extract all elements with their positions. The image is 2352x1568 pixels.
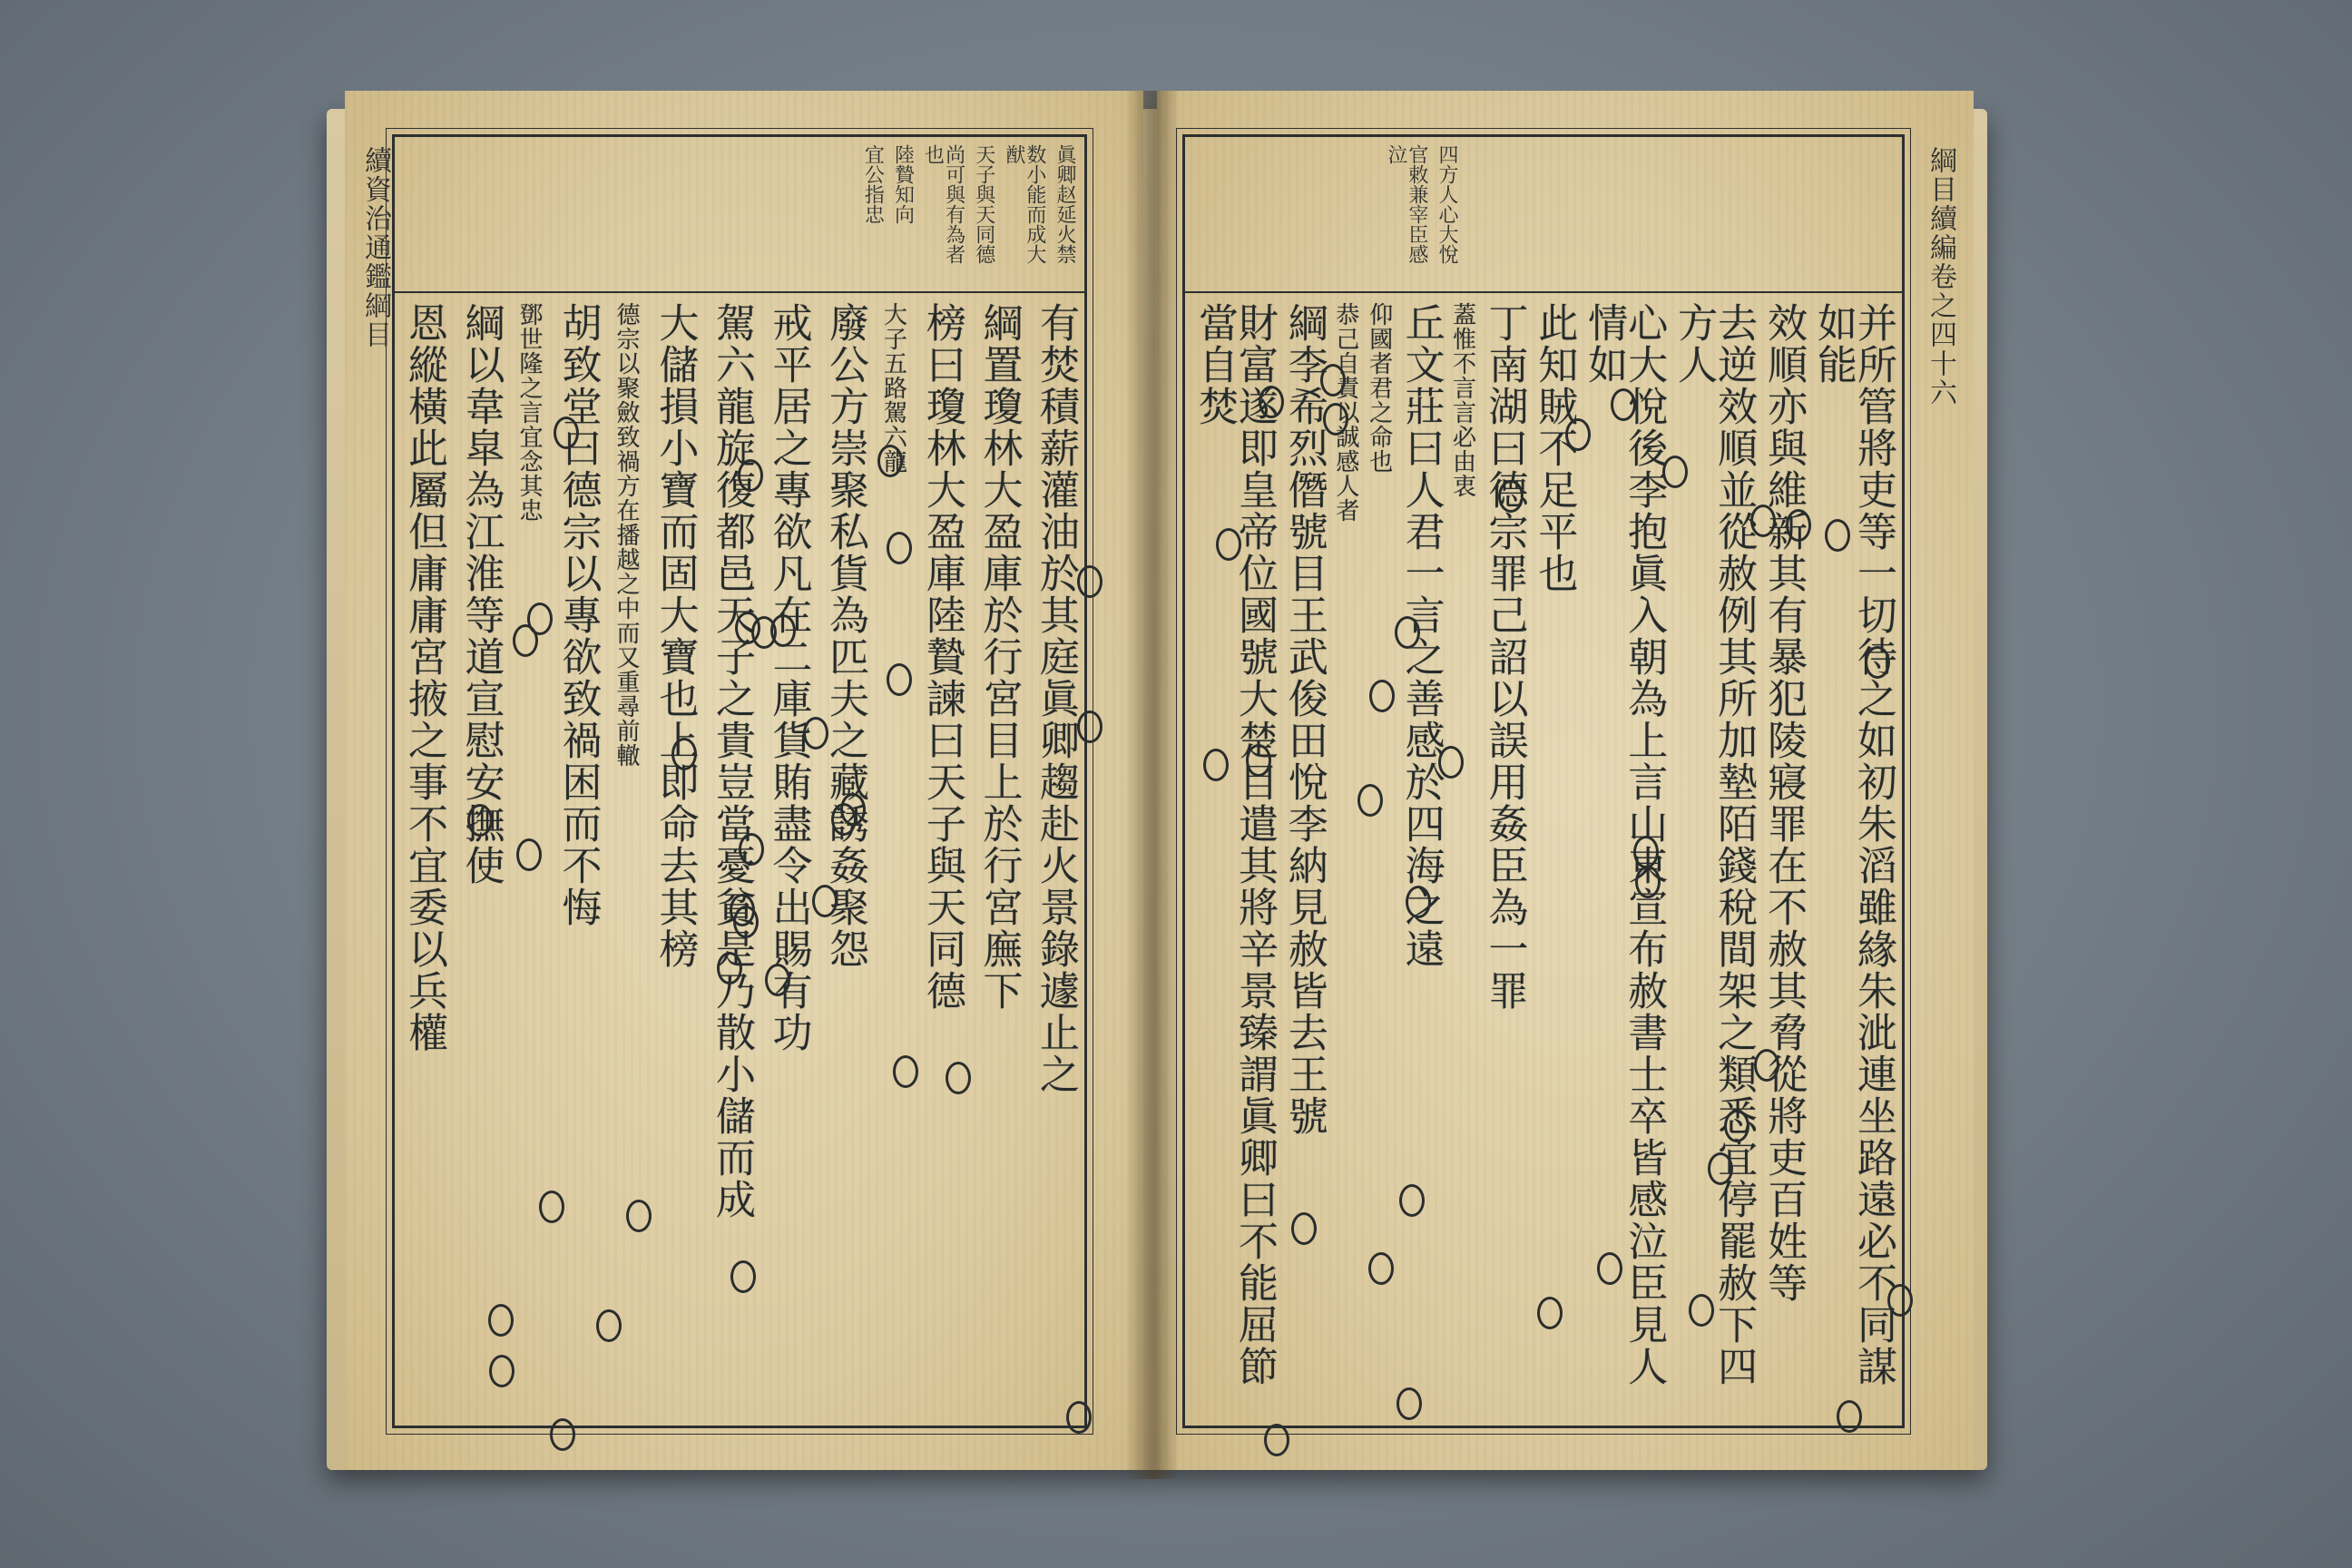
punctuation-circle xyxy=(803,717,828,750)
punctuation-circle xyxy=(739,833,764,866)
punctuation-circle xyxy=(1635,866,1661,898)
book-gutter xyxy=(1125,91,1180,1479)
punctuation-circle xyxy=(1837,1400,1862,1433)
punctuation-circle xyxy=(488,1304,514,1337)
header-note: 宜公指忠 xyxy=(861,144,885,224)
punctuation-circle xyxy=(812,885,838,917)
punctuation-circle xyxy=(877,445,903,477)
punctuation-circle xyxy=(539,1191,564,1223)
open-book xyxy=(327,91,1987,1479)
text-column: 廢公方崇聚私貨為匹夫之藏誘姦聚怨 xyxy=(822,302,868,970)
punctuation-circle xyxy=(1611,388,1636,421)
punctuation-circle xyxy=(1369,680,1395,712)
text-column: 戒平居之專欲凡在二庫貨賄盡令出賜有功 xyxy=(765,302,812,1054)
text-column: 綱置瓊林大盈庫於行宮目上於行宮廡下 xyxy=(975,302,1023,1012)
left-page-header xyxy=(395,137,1084,293)
left-page-frame xyxy=(359,134,1087,1428)
right-page-side-band xyxy=(1913,137,1955,1426)
commentary-column: 大子五路駕六龍 xyxy=(879,302,907,474)
header-note: 官敕兼宰臣感泣 xyxy=(1384,144,1428,264)
header-note: 四方人心大悅 xyxy=(1436,144,1458,264)
commentary-column: 德宗以聚斂致禍方在播越之中而又重尋前轍 xyxy=(612,302,640,768)
text-column: 大儲損小寶而固大寶也上即命去其榜 xyxy=(652,302,699,970)
header-note: 尚可與有為者也 xyxy=(921,144,965,264)
text-column: 榜曰瓊林大盈庫陸贄諫曰天子與天同德 xyxy=(919,302,965,1012)
text-column: 胡致堂曰德宗以專欲致禍困而不悔 xyxy=(554,302,602,928)
text-column: 綱以韋皐為江淮等道宣慰安撫使 xyxy=(457,302,505,887)
punctuation-circle xyxy=(1320,364,1346,397)
punctuation-circle xyxy=(1291,1212,1317,1245)
text-column: 恩縱橫此屬但庸庸宮掖之事不宜委以兵權 xyxy=(401,302,447,1054)
header-note: 眞卿赵延火禁 xyxy=(1054,144,1076,264)
text-column: 丁南湖曰德宗罪己詔以誤用姦臣為一罪 xyxy=(1481,302,1528,1012)
punctuation-circle xyxy=(1865,646,1890,679)
left-page-side-label: 續資治通鑑綱目 xyxy=(359,146,391,349)
right-page-side-label: 綱目續編卷之四十六 xyxy=(1925,146,1956,407)
text-column: 去逆效順並從赦例其所加墊陌錢稅間架之類悉宜停罷赦下四方人 xyxy=(1671,302,1758,1387)
punctuation-circle xyxy=(1077,710,1102,743)
header-note: 天子與天同德 xyxy=(972,144,995,264)
header-note: 数小能而成大猷 xyxy=(1002,144,1046,264)
punctuation-circle xyxy=(751,616,777,649)
right-page xyxy=(1157,91,1974,1470)
text-column: 效順亦與維新其有暴犯陵寢罪在不赦其脅從將吏百姓等 xyxy=(1760,302,1808,1304)
commentary-column: 恭己自責以誠感人者 xyxy=(1331,302,1359,523)
text-column: 心大悅後李抱眞入朝為上言山東宣布赦書士卒皆感泣臣見人情如 xyxy=(1581,302,1668,1387)
punctuation-circle xyxy=(730,1260,756,1293)
commentary-column: 鄧世隆之言宜念其忠 xyxy=(515,302,543,523)
right-text-columns xyxy=(1191,302,1896,1416)
punctuation-circle xyxy=(1754,1049,1779,1082)
punctuation-circle xyxy=(946,1062,971,1094)
punctuation-circle xyxy=(489,1355,514,1387)
text-column: 綱李希烈僭號目王武俊田悅李納見赦皆去王號 xyxy=(1280,302,1328,1137)
punctuation-circle xyxy=(893,1055,918,1088)
commentary-column: 蓋惟不言言必由衷 xyxy=(1448,302,1476,498)
punctuation-circle xyxy=(1216,528,1241,561)
punctuation-circle xyxy=(1259,386,1284,418)
punctuation-circle xyxy=(550,1418,575,1451)
punctuation-circle xyxy=(1399,1184,1425,1217)
text-column: 有焚積薪灌油於其庭眞卿趨赴火景錄遽止之 xyxy=(1033,302,1079,1095)
text-column: 駕六龍旋復都邑天子之貴豈當憂貧是乃散小儲而成 xyxy=(709,302,755,1220)
text-column: 丘文莊曰人君一言之善感於四海之遠 xyxy=(1397,302,1445,970)
punctuation-circle xyxy=(1750,505,1776,537)
left-page-side-band xyxy=(349,137,391,1426)
punctuation-circle xyxy=(596,1309,622,1342)
punctuation-circle xyxy=(765,964,790,996)
right-page-frame xyxy=(1182,134,1956,1428)
punctuation-circle xyxy=(1662,456,1688,488)
punctuation-circle xyxy=(1724,1110,1749,1142)
punctuation-circle xyxy=(1633,836,1659,868)
header-note: 陸贄知向 xyxy=(891,144,915,224)
punctuation-circle xyxy=(1395,616,1420,649)
punctuation-circle xyxy=(527,603,553,635)
punctuation-circle xyxy=(1396,1387,1422,1420)
commentary-column: 仰國者君之命也 xyxy=(1365,302,1393,474)
punctuation-circle xyxy=(1203,749,1229,781)
punctuation-circle xyxy=(1246,744,1271,777)
text-column: 此知賊不足平也 xyxy=(1531,302,1578,594)
text-column: 并所管將吏等一切待之如初朱滔雖緣朱泚連坐路遠必不同謀如能 xyxy=(1809,302,1896,1387)
left-header-notes xyxy=(404,144,1075,280)
text-column: 財富遂即皇帝位國號大楚目遣其將辛景臻謂眞卿曰不能屈節當自焚 xyxy=(1191,302,1278,1387)
right-header-notes xyxy=(1194,144,1893,280)
punctuation-circle xyxy=(1498,480,1524,513)
right-page-header xyxy=(1185,137,1902,293)
